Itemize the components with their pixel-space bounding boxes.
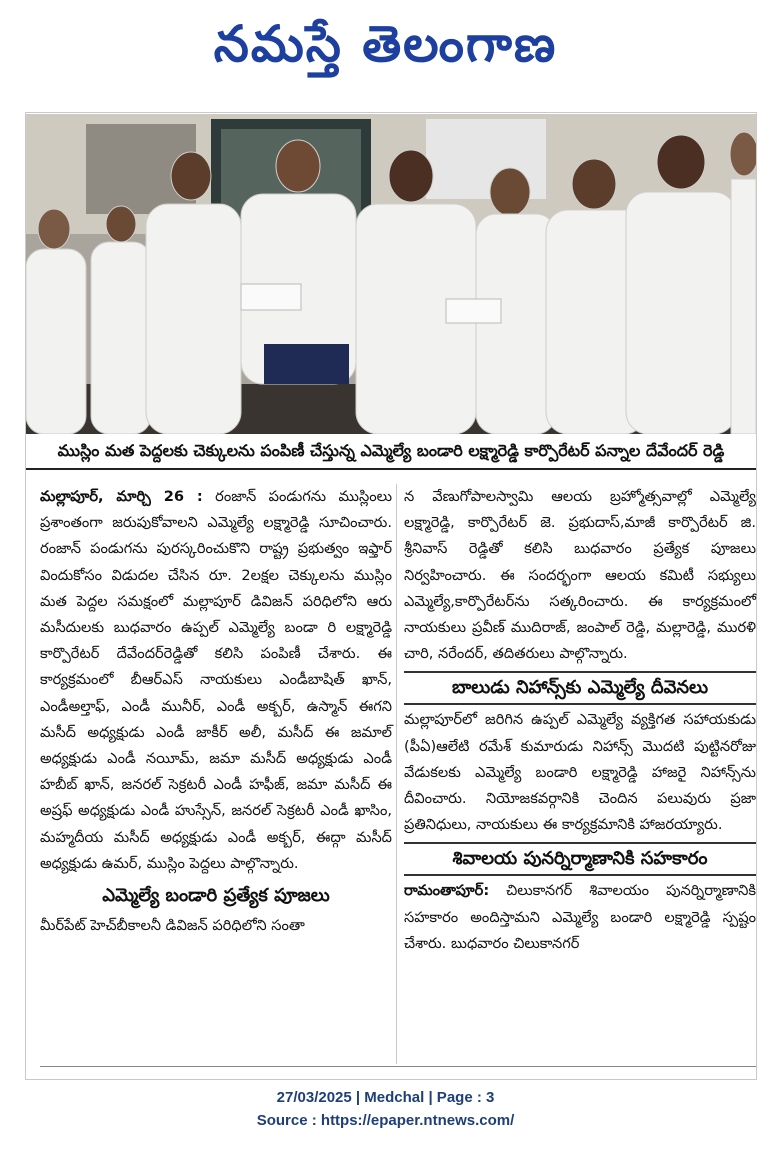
photo-illustration [26,114,756,434]
article-paragraph-1 [40,484,392,877]
subheading-blessings: బాలుడు నిహాన్స్‌కు ఎమ్మెల్యే దీవెనలు [404,671,756,705]
column-divider [396,484,397,1064]
photo-caption: ముస్లిం మత పెద్దలకు చెక్కులను పంపిణీ చేస్తున్న ఎమ్మెల్యే బండారి లక్ష్మారెడ్డి కార్పొరేటర్ పన్నాల దేవేందర్ రెడ్డి [57,441,725,460]
article-column-right [404,484,756,957]
footer-divider [40,1066,756,1067]
article-paragraph-4 [404,878,756,957]
newspaper-masthead: నమస్తే తెలంగాణ [213,14,558,73]
dateline: మల్లాపూర్, మార్చి 26 : [40,488,203,505]
footer-edition-info: 27/03/2025 | Medchal | Page : 3 [276,1089,495,1106]
subheading-special-pujas: ఎమ్మెల్యే బండారి ప్రత్యేక పూజలు [102,885,330,907]
subheading-temple-reconstruction: శివాలయ పునర్నిర్మాణానికి సహకారం [404,842,756,876]
article-column-left [40,484,392,939]
dateline-ramanthapur: రామంతాపూర్: [404,882,490,900]
caption-divider [26,468,756,470]
news-photo [26,114,756,434]
article-text-1: రంజాన్ పండుగను ముస్లింలు ప్రశాంతంగా జరుపుకోవాలని ఎమ్మెల్యే లక్ష్మారెడ్డి సూచించారు. రంజాన్ పండుగను పురస్కరించుకొని రాష్ట్ర ప్రభుత్వం ఇఫ్తార్ విందుకోసం విడుదల చేసిన రూ. 2లక్షల చెక్కులను ముస్లిం మత పెద్దల సమక్షంలో మల్లాపూర్ డివిజన్ పరిధిలోని ఆరు మసీదులకు బుధవారం ఉప్పల్ ఎమ్మెల్యే బండా రి లక్ష్మారెడ్డి కార్పొరేటర్ దేవేందర్‌రెడ్డితో కలిసి పంపిణీ చేశారు. ఈ కార్యక్రమంలో బీఆర్‌ఎస్ నాయకులు ఎండీబాషిత్ ఖాన్, ఎండీఅల్తాఫ్, ఎండీ మునీర్, ఎండీ అక్బర్, ఉస్మాన్ ఈగని మసీద్ అధ్యక్షుడు ఎండీ జాకీర్ అలీ, మసీద్ ఈ జమాల్ అధ్యక్షుడు ఎండీ నయీమ్, జమా మసీద్ అధ్యక్షుడు ఎండీ హబీబ్ ఖాన్, జనరల్ సెక్రటరీ ఎండీ హఫీజ్, జమా మసీద్ ఈ అష్రఫ్ అధ్యక్షుడు ఎండీ హుస్సేన్, జనరల్ సెక్రటరీ ఎండీ ఖాసిం, మహ్మదీయ మసీద్ అధ్యక్షుడు ఎండీ అక్బర్, ఈద్గా మసీద్ అధ్యక్షుడు ఉమర్, ముస్లిం పెద్దలు పాల్గొన్నారు. [40,488,393,872]
article-paragraph-2-start: మీర్‌పేట్ హెచ్‌బీకాలనీ డివిజన్ పరిధిలోని సంతా [40,917,305,935]
article-paragraph-3: మల్లాపూర్‌లో జరిగిన ఉప్పల్ ఎమ్మెల్యే వ్యక్తిగత సహాయకుడు (పీఏ)ఆలేటి రమేశ్ కుమారుడు నిహాన్స్ మొదటి పుట్టినరోజు వేడుకలకు ఎమ్మెల్యే బండారి లక్ష్మారెడ్డి హాజరై నిహాన్స్‌ను దీవించారు. నియోజకవర్గానికి చెందిన పలువురు ప్రజా ప్రతినిధులు, నాయకులు ఈ కార్యక్రమానికి హాజరయ్యారు. [404,711,756,834]
article-paragraph-2-cont: న వేణుగోపాలస్వామి ఆలయ బ్రహ్మోత్సవాల్లో ఎమ్మెల్యే లక్ష్మారెడ్డి, కార్పొరేటర్ జె. ప్రభుదాస్,మాజీ కార్పొరేటర్ జి. శ్రీనివాస్ రెడ్డితో కలిసి బుధవారం ప్రత్యేక పూజలు నిర్వహించారు. ఈ సందర్భంగా ఆలయ కమిటీ సభ్యులు ఎమ్మెల్యే,కార్పొరేటర్‌ను సత్కరించారు. ఈ కార్యక్రమంలో నాయకులు ప్రవీణ్ ముదిరాజ్, జంపాల్ రెడ్డి, మల్లారెడ్డి, మురళి చారి, నరేందర్, తదితరులు పాల్గొన్నారు. [404,488,756,663]
article-text-4: చిలుకానగర్ శివాలయం పునర్నిర్మాణానికి సహకారం అందిస్తామని ఎమ్మెల్యే బండారి లక్ష్మారెడ్డి స్పష్టం చేశారు. బుధవారం చిలుకానగర్ [404,882,756,952]
footer-source-link[interactable]: Source : https://epaper.ntnews.com/ [256,1112,515,1129]
